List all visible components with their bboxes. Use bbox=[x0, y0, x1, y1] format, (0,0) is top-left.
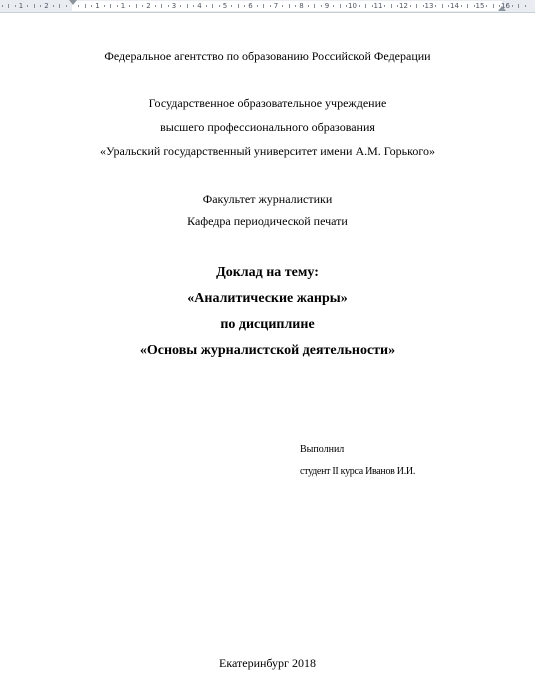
ruler-tick bbox=[129, 5, 130, 7]
ruler-number: 1 bbox=[95, 2, 100, 10]
ruler-tick bbox=[180, 5, 181, 7]
ruler-tick bbox=[85, 4, 86, 8]
agency-line: Федеральное агентство по образованию Российской Федерации bbox=[104, 49, 431, 63]
ruler-tick bbox=[282, 5, 283, 7]
left-indent-marker[interactable] bbox=[69, 0, 77, 5]
ruler-tick bbox=[78, 5, 79, 7]
ruler-tick bbox=[59, 4, 60, 8]
ruler-tick bbox=[340, 4, 341, 8]
ruler-tick bbox=[206, 5, 207, 7]
ruler-tick bbox=[193, 5, 194, 7]
ruler-number: 1 bbox=[120, 2, 126, 10]
institution-line-1: Государственное образовательное учреждение bbox=[148, 96, 387, 110]
ruler-tick bbox=[238, 4, 239, 8]
ruler-tick bbox=[231, 5, 232, 7]
report-title-line-1: Доклад на тему: bbox=[216, 265, 319, 280]
ruler-tick bbox=[493, 4, 494, 8]
report-title-line-3: по дисциплине bbox=[220, 317, 315, 332]
report-title-line-2: «Аналитические жанры» bbox=[187, 291, 348, 306]
ruler-tick bbox=[15, 5, 16, 7]
ruler-tick bbox=[53, 5, 54, 7]
ruler-tick bbox=[40, 5, 41, 7]
ruler-tick bbox=[27, 5, 28, 7]
institution-line-2: высшего профессионального образования bbox=[160, 120, 375, 134]
ruler-tick bbox=[391, 4, 392, 8]
ruler-tick bbox=[467, 4, 468, 8]
ruler-tick bbox=[397, 5, 398, 7]
ruler-number: 2 bbox=[146, 2, 151, 10]
ruler-number: 7 bbox=[273, 2, 279, 10]
ruler-tick bbox=[435, 5, 436, 7]
faculty-line: Факультет журналистики bbox=[202, 192, 333, 206]
ruler-tick bbox=[289, 4, 290, 8]
horizontal-ruler[interactable] bbox=[0, 0, 535, 13]
ruler-tick bbox=[372, 5, 373, 7]
ruler-tick bbox=[257, 5, 258, 7]
ruler-tick bbox=[346, 5, 347, 7]
ruler-tick bbox=[155, 5, 156, 7]
ruler-tick bbox=[168, 5, 169, 7]
ruler-tick bbox=[416, 4, 417, 8]
ruler-tick bbox=[161, 4, 162, 8]
ruler-tick bbox=[219, 5, 220, 7]
ruler-tick bbox=[104, 5, 105, 7]
ruler-tick bbox=[448, 5, 449, 7]
performed-by-label: Выполнил bbox=[300, 444, 345, 455]
ruler-tick bbox=[461, 5, 462, 7]
ruler-number: 1 bbox=[18, 2, 24, 10]
ruler-tick bbox=[525, 5, 526, 7]
ruler-tick bbox=[365, 4, 366, 8]
ruler-tick bbox=[8, 4, 9, 8]
report-title-line-4: «Основы журналистской деятельности» bbox=[139, 343, 396, 358]
ruler-tick bbox=[212, 4, 213, 8]
ruler-tick bbox=[136, 4, 137, 8]
ruler-number: 10 bbox=[348, 2, 357, 10]
ruler-number: 15 bbox=[475, 2, 485, 10]
ruler-number: 8 bbox=[299, 2, 304, 10]
ruler-number: 11 bbox=[373, 2, 383, 10]
department-line: Кафедра периодической печати bbox=[187, 214, 348, 228]
ruler-tick bbox=[117, 5, 118, 7]
ruler-tick bbox=[34, 4, 35, 8]
ruler-tick bbox=[321, 5, 322, 7]
ruler-tick bbox=[187, 4, 188, 8]
ruler-tick bbox=[308, 5, 309, 7]
ruler-tick bbox=[66, 5, 67, 7]
ruler-tick bbox=[359, 5, 360, 7]
ruler-number: 14 bbox=[450, 2, 459, 10]
ruler-tick bbox=[244, 5, 245, 7]
ruler-tick bbox=[518, 4, 519, 8]
institution-line-3: «Уральский государственный университет имени А.М. Горького» bbox=[100, 144, 435, 158]
ruler-number: 5 bbox=[222, 2, 228, 10]
ruler-number: 12 bbox=[399, 2, 408, 10]
ruler-tick bbox=[442, 4, 443, 8]
city-year-line: Екатеринбург 2018 bbox=[219, 656, 316, 670]
ruler-number: 6 bbox=[248, 2, 253, 10]
ruler-number: 9 bbox=[324, 2, 330, 10]
ruler-number: 13 bbox=[424, 2, 434, 10]
ruler-tick bbox=[270, 5, 271, 7]
ruler-tick bbox=[474, 5, 475, 7]
ruler-number: 3 bbox=[171, 2, 177, 10]
ruler-tick bbox=[486, 5, 487, 7]
ruler-tick bbox=[512, 5, 513, 7]
ruler-number: 4 bbox=[197, 2, 202, 10]
ruler-tick bbox=[410, 5, 411, 7]
ruler-tick bbox=[423, 5, 424, 7]
ruler-number: 2 bbox=[44, 2, 49, 10]
ruler-tick bbox=[91, 5, 92, 7]
right-indent-marker[interactable] bbox=[498, 6, 506, 11]
ruler-tick bbox=[110, 4, 111, 8]
ruler-tick bbox=[2, 5, 3, 7]
ruler-number: 16 bbox=[501, 2, 510, 10]
ruler-tick bbox=[142, 5, 143, 7]
ruler-tick bbox=[384, 5, 385, 7]
ruler-tick bbox=[263, 4, 264, 8]
ruler-tick bbox=[314, 4, 315, 8]
ruler-tick bbox=[295, 5, 296, 7]
student-name: студент II курса Иванов И.И. bbox=[300, 466, 416, 477]
ruler-tick bbox=[333, 5, 334, 7]
